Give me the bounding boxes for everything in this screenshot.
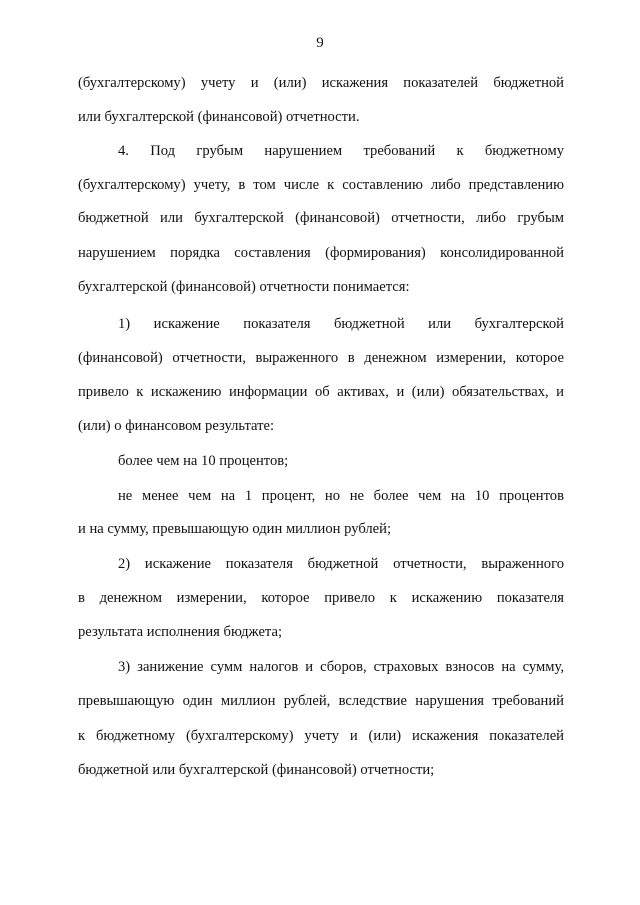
text-line: более чем на 10 процентов; xyxy=(118,453,289,469)
text-line: бюджетной или бухгалтерской (финансовой) отчетности; xyxy=(78,762,435,778)
text-line: 3) занижение сумм налогов и сборов, страховых взносов на сумму, xyxy=(118,659,564,675)
text-line: или бухгалтерской (финансовой) отчетности. xyxy=(78,109,360,125)
text-line: бухгалтерской (финансовой) отчетности понимается: xyxy=(78,279,410,295)
text-line: к бюджетному (бухгалтерскому) учету и (или) искажения показателей xyxy=(78,728,564,744)
text-line: 4. Под грубым нарушением требований к бюджетному xyxy=(118,143,564,159)
text-line: бюджетной или бухгалтерской (финансовой) отчетности, либо грубым xyxy=(78,210,564,226)
text-line: 1) искажение показателя бюджетной или бухгалтерской xyxy=(118,316,564,332)
text-line: не менее чем на 1 процент, но не более чем на 10 процентов xyxy=(118,488,564,504)
text-line: (бухгалтерскому) учету, в том числе к составлению либо представлению xyxy=(78,177,564,193)
text-line: в денежном измерении, которое привело к искажению показателя xyxy=(78,590,564,606)
text-line: привело к искажению информации об активах, и (или) обязательствах, и xyxy=(78,384,564,400)
text-line: (бухгалтерскому) учету и (или) искажения показателей бюджетной xyxy=(78,75,564,91)
text-line: превышающую один миллион рублей, вследствие нарушения требований xyxy=(78,693,564,709)
text-line: нарушением порядка составления (формирования) консолидированной xyxy=(78,245,564,261)
text-line: результата исполнения бюджета; xyxy=(78,624,283,640)
text-line: (или) о финансовом результате: xyxy=(78,418,275,434)
text-line: и на сумму, превышающую один миллион рублей; xyxy=(78,521,392,537)
text-line: 2) искажение показателя бюджетной отчетности, выраженного xyxy=(118,556,564,572)
page-number: 9 xyxy=(316,35,324,51)
text-line: (финансовой) отчетности, выраженного в денежном измерении, которое xyxy=(78,350,564,366)
